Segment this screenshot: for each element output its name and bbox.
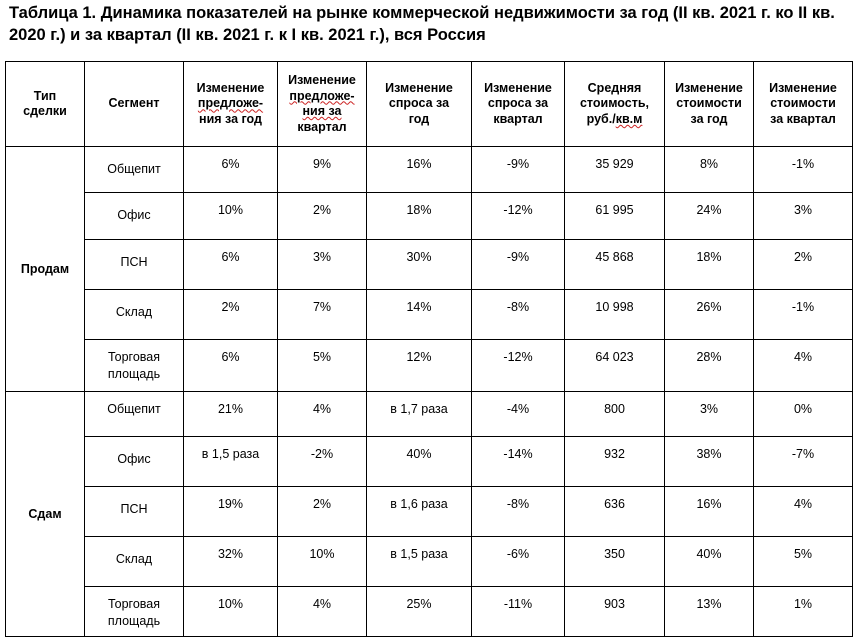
- price-year-cell: 3%: [665, 392, 754, 437]
- segment-cell: Склад: [85, 290, 184, 340]
- price-quarter-cell: 3%: [754, 193, 853, 240]
- segment-cell: ПСН: [85, 487, 184, 537]
- price-year-cell: 13%: [665, 587, 754, 637]
- deal-type-cell: Продам: [6, 147, 85, 392]
- price-year-cell: 18%: [665, 240, 754, 290]
- price-quarter-cell: 1%: [754, 587, 853, 637]
- supply-quarter-cell: 5%: [278, 340, 367, 392]
- table-row: [6, 392, 853, 437]
- demand-year-cell: в 1,7 раза: [367, 392, 472, 437]
- price-year-cell: 8%: [665, 147, 754, 193]
- demand-quarter-cell: -9%: [472, 240, 565, 290]
- supply-quarter-cell: 4%: [278, 587, 367, 637]
- demand-year-cell: 30%: [367, 240, 472, 290]
- price-quarter-cell: -1%: [754, 147, 853, 193]
- supply-quarter-cell: 2%: [278, 193, 367, 240]
- demand-quarter-cell: -9%: [472, 147, 565, 193]
- supply-year-cell: в 1,5 раза: [184, 437, 278, 487]
- header-supply-quarter: Изменение предложе- ния за квартал: [278, 62, 367, 147]
- price-year-cell: 16%: [665, 487, 754, 537]
- segment-cell: ПСН: [85, 240, 184, 290]
- supply-quarter-cell: 4%: [278, 392, 367, 437]
- price-quarter-cell: 4%: [754, 340, 853, 392]
- price-quarter-cell: 0%: [754, 392, 853, 437]
- segment-cell: Склад: [85, 537, 184, 587]
- header-deal-type: Тип сделки: [6, 62, 85, 147]
- demand-year-cell: 18%: [367, 193, 472, 240]
- table-title: Таблица 1. Динамика показателей на рынке коммерческой недвижимости за год (II кв. 2021 г. ко II кв. 2020 г.) и за квартал (II кв. 2021 г. к I кв. 2021 г.), вся Россия: [9, 4, 835, 44]
- supply-year-cell: 10%: [184, 587, 278, 637]
- avg-price-cell: 35 929: [565, 147, 665, 193]
- table-row: [6, 537, 853, 587]
- table-row: [6, 340, 853, 392]
- table-row: [6, 437, 853, 487]
- demand-year-cell: 12%: [367, 340, 472, 392]
- price-year-cell: 38%: [665, 437, 754, 487]
- table-row: [6, 290, 853, 340]
- supply-quarter-cell: 10%: [278, 537, 367, 587]
- segment-cell: Торговая площадь: [85, 340, 184, 392]
- deal-type-cell: Сдам: [6, 392, 85, 637]
- demand-quarter-cell: -14%: [472, 437, 565, 487]
- header-demand-quarter: Изменение спроса за квартал: [472, 62, 565, 147]
- avg-price-cell: 61 995: [565, 193, 665, 240]
- supply-quarter-cell: 3%: [278, 240, 367, 290]
- demand-year-cell: 40%: [367, 437, 472, 487]
- avg-price-cell: 800: [565, 392, 665, 437]
- demand-year-cell: в 1,6 раза: [367, 487, 472, 537]
- supply-year-cell: 21%: [184, 392, 278, 437]
- supply-quarter-cell: -2%: [278, 437, 367, 487]
- demand-year-cell: 14%: [367, 290, 472, 340]
- avg-price-cell: 903: [565, 587, 665, 637]
- avg-price-cell: 64 023: [565, 340, 665, 392]
- header-supply-year: Изменение предложе- ния за год: [184, 62, 278, 147]
- avg-price-cell: 350: [565, 537, 665, 587]
- supply-year-cell: 6%: [184, 340, 278, 392]
- avg-price-cell: 932: [565, 437, 665, 487]
- price-year-cell: 26%: [665, 290, 754, 340]
- segment-cell: Общепит: [85, 392, 184, 437]
- demand-quarter-cell: -8%: [472, 290, 565, 340]
- table-row: [6, 487, 853, 537]
- price-quarter-cell: -7%: [754, 437, 853, 487]
- header-segment: Сегмент: [85, 62, 184, 147]
- supply-year-cell: 10%: [184, 193, 278, 240]
- avg-price-cell: 636: [565, 487, 665, 537]
- demand-quarter-cell: -11%: [472, 587, 565, 637]
- demand-quarter-cell: -12%: [472, 340, 565, 392]
- price-quarter-cell: -1%: [754, 290, 853, 340]
- supply-year-cell: 19%: [184, 487, 278, 537]
- price-quarter-cell: 5%: [754, 537, 853, 587]
- segment-cell: Офис: [85, 437, 184, 487]
- table-body: [6, 147, 853, 637]
- supply-year-cell: 6%: [184, 147, 278, 193]
- supply-year-cell: 32%: [184, 537, 278, 587]
- header-avg-price: Средняя стоимость, руб./кв.м: [565, 62, 665, 147]
- supply-year-cell: 6%: [184, 240, 278, 290]
- table-header: [6, 62, 853, 147]
- price-quarter-cell: 2%: [754, 240, 853, 290]
- price-year-cell: 40%: [665, 537, 754, 587]
- demand-quarter-cell: -8%: [472, 487, 565, 537]
- price-year-cell: 28%: [665, 340, 754, 392]
- demand-year-cell: 16%: [367, 147, 472, 193]
- avg-price-cell: 10 998: [565, 290, 665, 340]
- table-row: [6, 147, 853, 193]
- supply-year-cell: 2%: [184, 290, 278, 340]
- supply-quarter-cell: 2%: [278, 487, 367, 537]
- supply-quarter-cell: 9%: [278, 147, 367, 193]
- supply-quarter-cell: 7%: [278, 290, 367, 340]
- table-row: [6, 193, 853, 240]
- segment-cell: Общепит: [85, 147, 184, 193]
- header-price-year: Изменение стоимости за год: [665, 62, 754, 147]
- demand-quarter-cell: -4%: [472, 392, 565, 437]
- price-quarter-cell: 4%: [754, 487, 853, 537]
- header-row: [6, 62, 853, 147]
- segment-cell: Торговая площадь: [85, 587, 184, 637]
- market-table: [5, 61, 853, 637]
- header-demand-year: Изменение спроса за год: [367, 62, 472, 147]
- table-row: [6, 240, 853, 290]
- segment-cell: Офис: [85, 193, 184, 240]
- demand-year-cell: в 1,5 раза: [367, 537, 472, 587]
- demand-quarter-cell: -6%: [472, 537, 565, 587]
- avg-price-cell: 45 868: [565, 240, 665, 290]
- price-year-cell: 24%: [665, 193, 754, 240]
- demand-quarter-cell: -12%: [472, 193, 565, 240]
- demand-year-cell: 25%: [367, 587, 472, 637]
- header-price-quarter: Изменение стоимости за квартал: [754, 62, 853, 147]
- table-row: [6, 587, 853, 637]
